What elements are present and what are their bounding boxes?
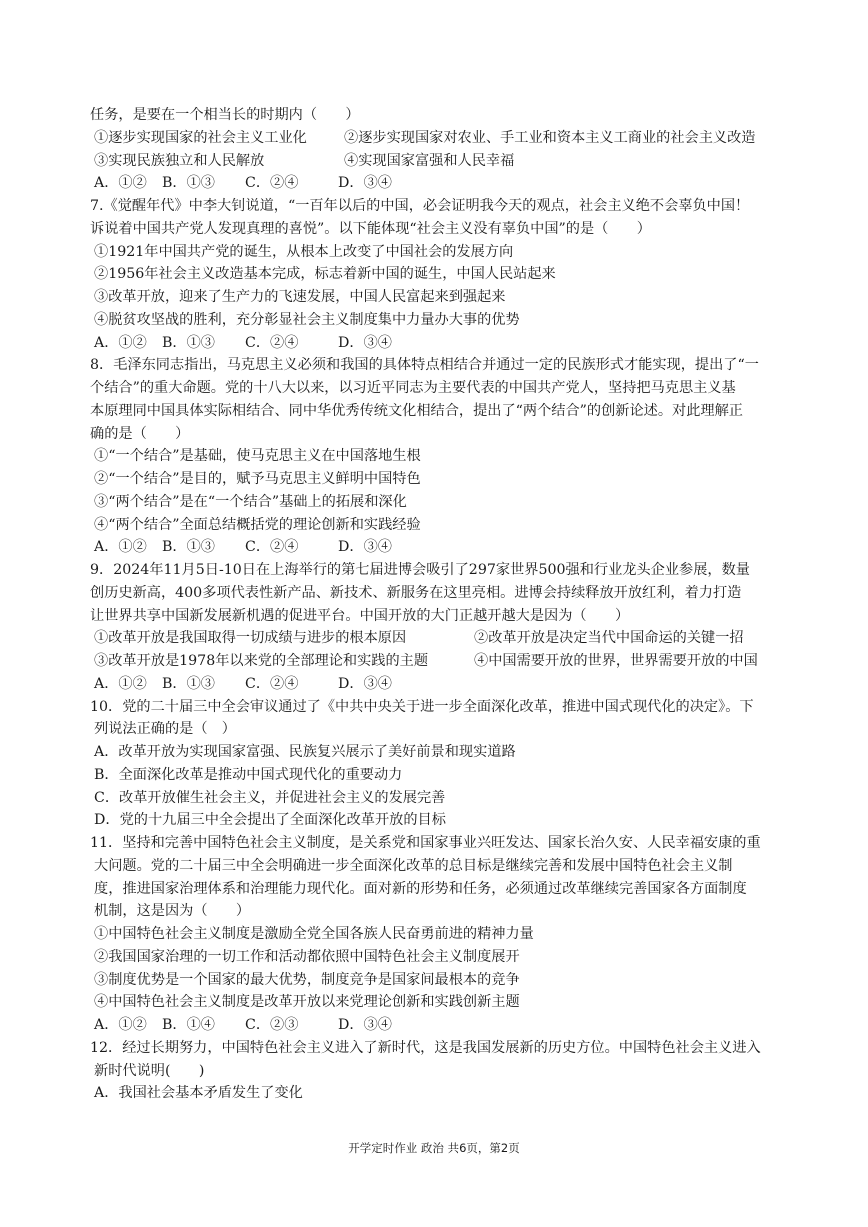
q7-option-d[interactable]: D．③④	[338, 334, 392, 351]
q10-stem-line-1: 10．党的二十届三中全会审议通过了《中共中央关于进一步全面深化改革，推进中国式现代化的决定》。下	[90, 698, 754, 715]
q9-option-d[interactable]: D．③④	[338, 675, 392, 692]
q11-item-1: ①中国特色社会主义制度是激励全党全国各族人民奋勇前进的精神力量	[94, 926, 534, 942]
q8-option-a[interactable]: A．①②	[94, 539, 147, 556]
q9-item-2: ②改革开放是决定当代中国命运的关键一招	[474, 630, 744, 647]
q7-stem-line-2: 诉说着中国共产党人发现真理的喜悦”。以下能体现“社会主义没有辜负中国”的是（ ）	[90, 220, 651, 237]
q7-option-b[interactable]: B．①③	[162, 334, 215, 351]
q8-option-c[interactable]: C．②④	[245, 539, 299, 556]
q6-item-3: ③实现民族独立和人民解放	[94, 152, 265, 169]
page-footer: 开学定时作业 政治 共6页，第2页	[348, 1141, 520, 1155]
q9-item-1: ①改革开放是我国取得一切成绩与进步的根本原因	[94, 630, 407, 647]
q6-item-2: ②逐步实现国家对农业、手工业和资本主义工商业的社会主义改造	[344, 129, 756, 146]
q11-item-3: ③制度优势是一个国家的最大优势，制度竞争是国家间最根本的竞争	[94, 971, 520, 988]
q11-item-2: ②我国国家治理的一切工作和活动都依照中国特色社会主义制度展开	[94, 948, 520, 965]
q8-stem-line-3: 本原理同中国具体实际相结合、同中华优秀传统文化相结合，提出了“两个结合”的创新论述。对此理解正	[90, 402, 743, 419]
q6-item-4: ④实现国家富强和人民幸福	[344, 152, 515, 169]
q7-option-c[interactable]: C．②④	[245, 334, 299, 351]
q11-option-a[interactable]: A．①②	[94, 1017, 147, 1033]
q10-choice-b[interactable]: B．全面深化改革是推动中国式现代化的重要动力	[94, 766, 403, 783]
q7-stem-line-1: 7.《觉醒年代》中李大钊说道，“一百年以后的中国，必会证明我今天的观点，社会主义绝不会辜负中国！	[90, 198, 750, 214]
q9-item-3: ③改革开放是1978年以来党的全部理论和实践的主题	[94, 653, 429, 669]
q8-option-d[interactable]: D．③④	[338, 539, 392, 556]
q11-stem-line-2: 大问题。党的二十届三中全会明确进一步全面深化改革的总目标是继续完善和发展中国特色社会主义制	[94, 857, 733, 874]
q7-item-3: ③改革开放，迎来了生产力的飞速发展，中国人民富起来到强起来	[94, 289, 506, 305]
q12-stem-line-1: 12．经过长期努力，中国特色社会主义进入了新时代，这是我国发展新的历史方位。中国特色社会主义进入	[90, 1039, 761, 1056]
q7-item-2: ②1956年社会主义改造基本完成，标志着新中国的诞生，中国人民站起来	[94, 266, 556, 283]
q9-stem-line-2: 创历史新高，400多项代表性新产品、新技术、新服务在这里亮相。进博会持续释放开放红利，着力打造	[90, 584, 742, 601]
q9-stem-line-3: 让世界共享中国新发展新机遇的促进平台。中国开放的大门正越开越大是因为（ ）	[90, 607, 630, 624]
q9-options	[90, 673, 802, 696]
q8-stem-line-4: 确的是（ ）	[90, 425, 190, 442]
q9-item-4: ④中国需要开放的世界，世界需要开放的中国	[474, 653, 758, 669]
q11-option-d[interactable]: D．③④	[338, 1017, 392, 1033]
q7-item-4: ④脱贫攻坚战的胜利，充分彰显社会主义制度集中力量办大事的优势	[94, 311, 520, 328]
q10-choice-a[interactable]: A．改革开放为实现国家富强、民族复兴展示了美好前景和现实道路	[94, 744, 516, 760]
q9-option-b[interactable]: B．①③	[162, 675, 215, 692]
q9-items-row-2	[90, 650, 802, 673]
q8-item-3: ③“两个结合”是在“一个结合”基础上的拓展和深化	[94, 493, 407, 510]
q11-option-c[interactable]: C．②③	[245, 1017, 299, 1033]
q11-stem-line-3: 度，推进国家治理体系和治理能力现代化。面对新的形势和任务，必须通过改革继续完善国家各方面制度	[94, 880, 747, 897]
q8-option-b[interactable]: B．①③	[162, 539, 215, 556]
q6-stem-tail: 任务，是要在一个相当长的时期内（ ）	[90, 107, 360, 123]
q12-choice-a[interactable]: A．我国社会基本矛盾发生了变化	[94, 1085, 303, 1102]
q10-choice-c[interactable]: C．改革开放催生社会主义，并促进社会主义的发展完善	[94, 789, 446, 806]
q8-options	[90, 536, 802, 559]
q10-stem-line-2: 列说法正确的是（ ）	[94, 721, 236, 738]
q11-item-4: ④中国特色社会主义制度是改革开放以来党理论创新和实践创新主题	[94, 994, 520, 1011]
q9-items-row-1	[90, 627, 802, 650]
exam-page	[90, 104, 802, 1105]
q11-stem-line-4: 机制，这是因为（ ）	[94, 903, 251, 920]
q8-stem-line-2: 个结合”的重大命题。党的十八大以来，以习近平同志为主要代表的中国共产党人，坚持把马克思主义基	[90, 380, 736, 396]
q6-option-c[interactable]: C．②④	[245, 175, 299, 192]
q7-option-a[interactable]: A．①②	[94, 334, 147, 351]
q6-option-b[interactable]: B．①③	[162, 175, 215, 192]
q8-item-4: ④“两个结合”全面总结概括党的理论创新和实践经验	[94, 516, 421, 533]
q8-item-1: ①“一个结合”是基础，使马克思主义在中国落地生根	[94, 448, 421, 465]
q7-item-1: ①1921年中国共产党的诞生，从根本上改变了中国社会的发展方向	[94, 243, 514, 260]
q11-stem-line-1: 11．坚持和完善中国特色社会主义制度，是关系党和国家事业兴旺发达、国家长治久安、人民幸福安康的重	[90, 835, 761, 851]
q8-item-2: ②“一个结合”是目的，赋予马克思主义鲜明中国特色	[94, 471, 421, 487]
q6-options	[90, 172, 802, 195]
q12-stem-line-2: 新时代说明( )	[94, 1062, 205, 1079]
q6-items-row-1	[90, 127, 802, 150]
q6-option-a[interactable]: A．①②	[94, 175, 147, 192]
q9-stem-line-1: 9．2024年11月5日-10日在上海举行的第七届进博会吸引了297家世界500强和行业龙头企业参展，数量	[90, 562, 750, 578]
q6-items-row-2	[90, 150, 802, 173]
q11-option-b[interactable]: B．①④	[162, 1017, 215, 1033]
q11-options	[90, 1014, 802, 1037]
q9-option-a[interactable]: A．①②	[94, 675, 147, 692]
q6-item-1: ①逐步实现国家的社会主义工业化	[94, 129, 307, 146]
q9-option-c[interactable]: C．②④	[245, 675, 299, 692]
q6-option-d[interactable]: D．③④	[338, 175, 392, 192]
q10-choice-d[interactable]: D．党的十九届三中全会提出了全面深化改革开放的目标	[94, 812, 446, 829]
q7-options	[90, 332, 802, 355]
q8-stem-line-1: 8．毛泽东同志指出，马克思主义必须和我国的具体特点相结合并通过一定的民族形式才能实现，提出了“一	[90, 357, 759, 374]
